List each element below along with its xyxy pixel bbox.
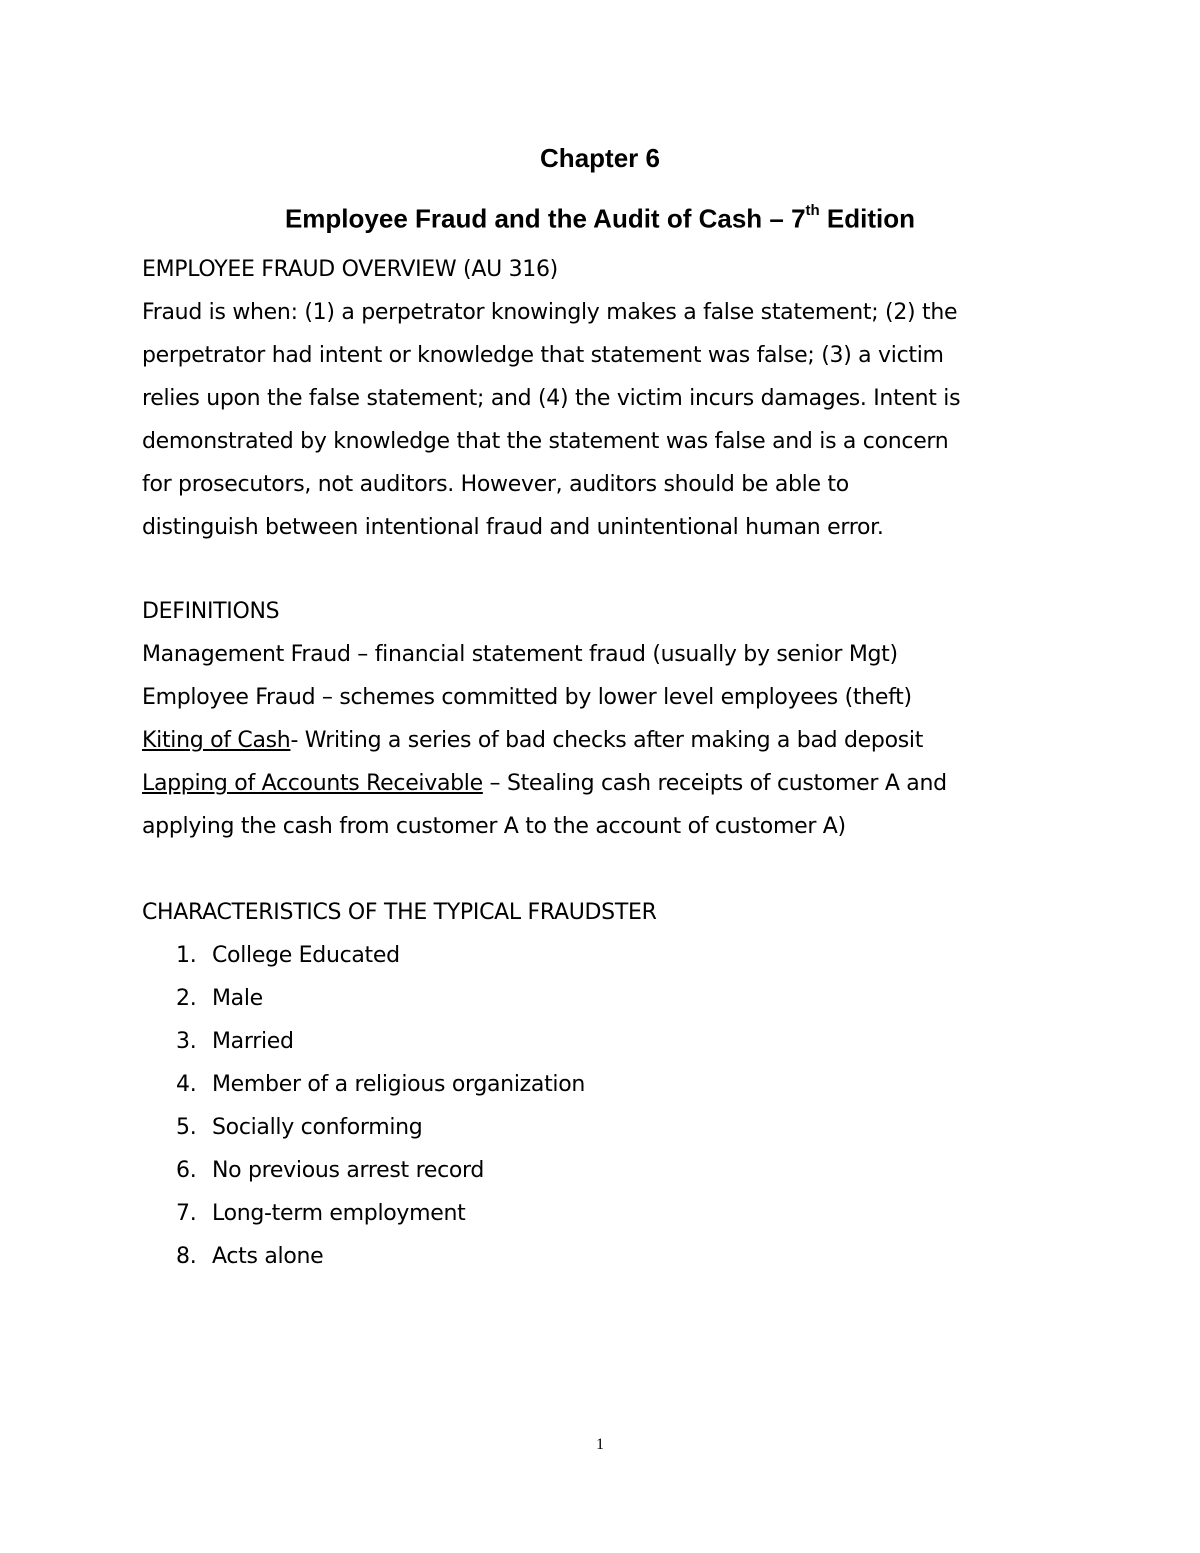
list-item (142, 1192, 585, 1235)
list-number: 6. (176, 1158, 197, 1183)
chapter-heading: Chapter 6 (540, 143, 660, 173)
title-main: Employee Fraud and the Audit of Cash – 7 (284, 203, 806, 234)
list-number: 5. (176, 1115, 197, 1140)
list-text: No previous arrest record (212, 1158, 485, 1183)
lapping-term: Lapping of Accounts Receivable (142, 771, 483, 796)
overview-line: for prosecutors, not auditors. However, auditors should be able to (142, 472, 849, 497)
definition-kiting (142, 719, 1072, 762)
overview-line: demonstrated by knowledge that the statement was false and is a concern (142, 429, 949, 454)
list-item (142, 1063, 585, 1106)
characteristics-section (142, 891, 1072, 934)
overview-line: perpetrator had intent or knowledge that statement was false; (3) a victim (142, 343, 944, 368)
list-number: 8. (176, 1244, 197, 1269)
characteristics-list (142, 934, 585, 1278)
list-number: 7. (176, 1201, 197, 1226)
list-text: Married (212, 1029, 294, 1054)
title-superscript: th (805, 202, 820, 219)
overview-line: Fraud is when: (1) a perpetrator knowingly makes a false statement; (2) the (142, 300, 958, 325)
overview-line: distinguish between intentional fraud and unintentional human error. (142, 515, 884, 540)
definitions-section (142, 590, 1072, 848)
overview-heading: EMPLOYEE FRAUD OVERVIEW (AU 316) (142, 257, 558, 282)
list-item (142, 1020, 585, 1063)
list-item (142, 1235, 585, 1278)
kiting-definition: - Writing a series of bad checks after making a bad deposit (290, 728, 924, 753)
list-number: 1. (176, 943, 197, 968)
list-number: 4. (176, 1072, 197, 1097)
kiting-term: Kiting of Cash (142, 728, 291, 753)
definitions-heading: DEFINITIONS (142, 599, 280, 624)
overview-section (142, 248, 1072, 549)
lapping-definition: – Stealing cash receipts of customer A and (482, 771, 947, 796)
list-text: Acts alone (212, 1244, 324, 1269)
title-end: Edition (819, 203, 916, 234)
definition-employee-fraud: Employee Fraud – schemes committed by lower level employees (theft) (142, 685, 912, 710)
list-number: 2. (176, 986, 197, 1011)
list-text: Socially conforming (212, 1115, 423, 1140)
list-item (142, 1149, 585, 1192)
list-text: College Educated (212, 943, 400, 968)
definition-lapping (142, 762, 1072, 805)
list-text: Long-term employment (212, 1201, 466, 1226)
list-text: Male (212, 986, 263, 1011)
list-item (142, 934, 585, 977)
document-title (0, 196, 1200, 237)
list-item (142, 1106, 585, 1149)
list-text: Member of a religious organization (212, 1072, 586, 1097)
definition-management-fraud: Management Fraud – financial statement fraud (usually by senior Mgt) (142, 642, 898, 667)
overview-line: relies upon the false statement; and (4) the victim incurs damages. Intent is (142, 386, 961, 411)
definition-lapping-continued: applying the cash from customer A to the account of customer A) (142, 814, 846, 839)
list-number: 3. (176, 1029, 197, 1054)
list-item (142, 977, 585, 1020)
characteristics-heading: CHARACTERISTICS OF THE TYPICAL FRAUDSTER (142, 900, 657, 925)
page-number: 1 (596, 1436, 604, 1453)
